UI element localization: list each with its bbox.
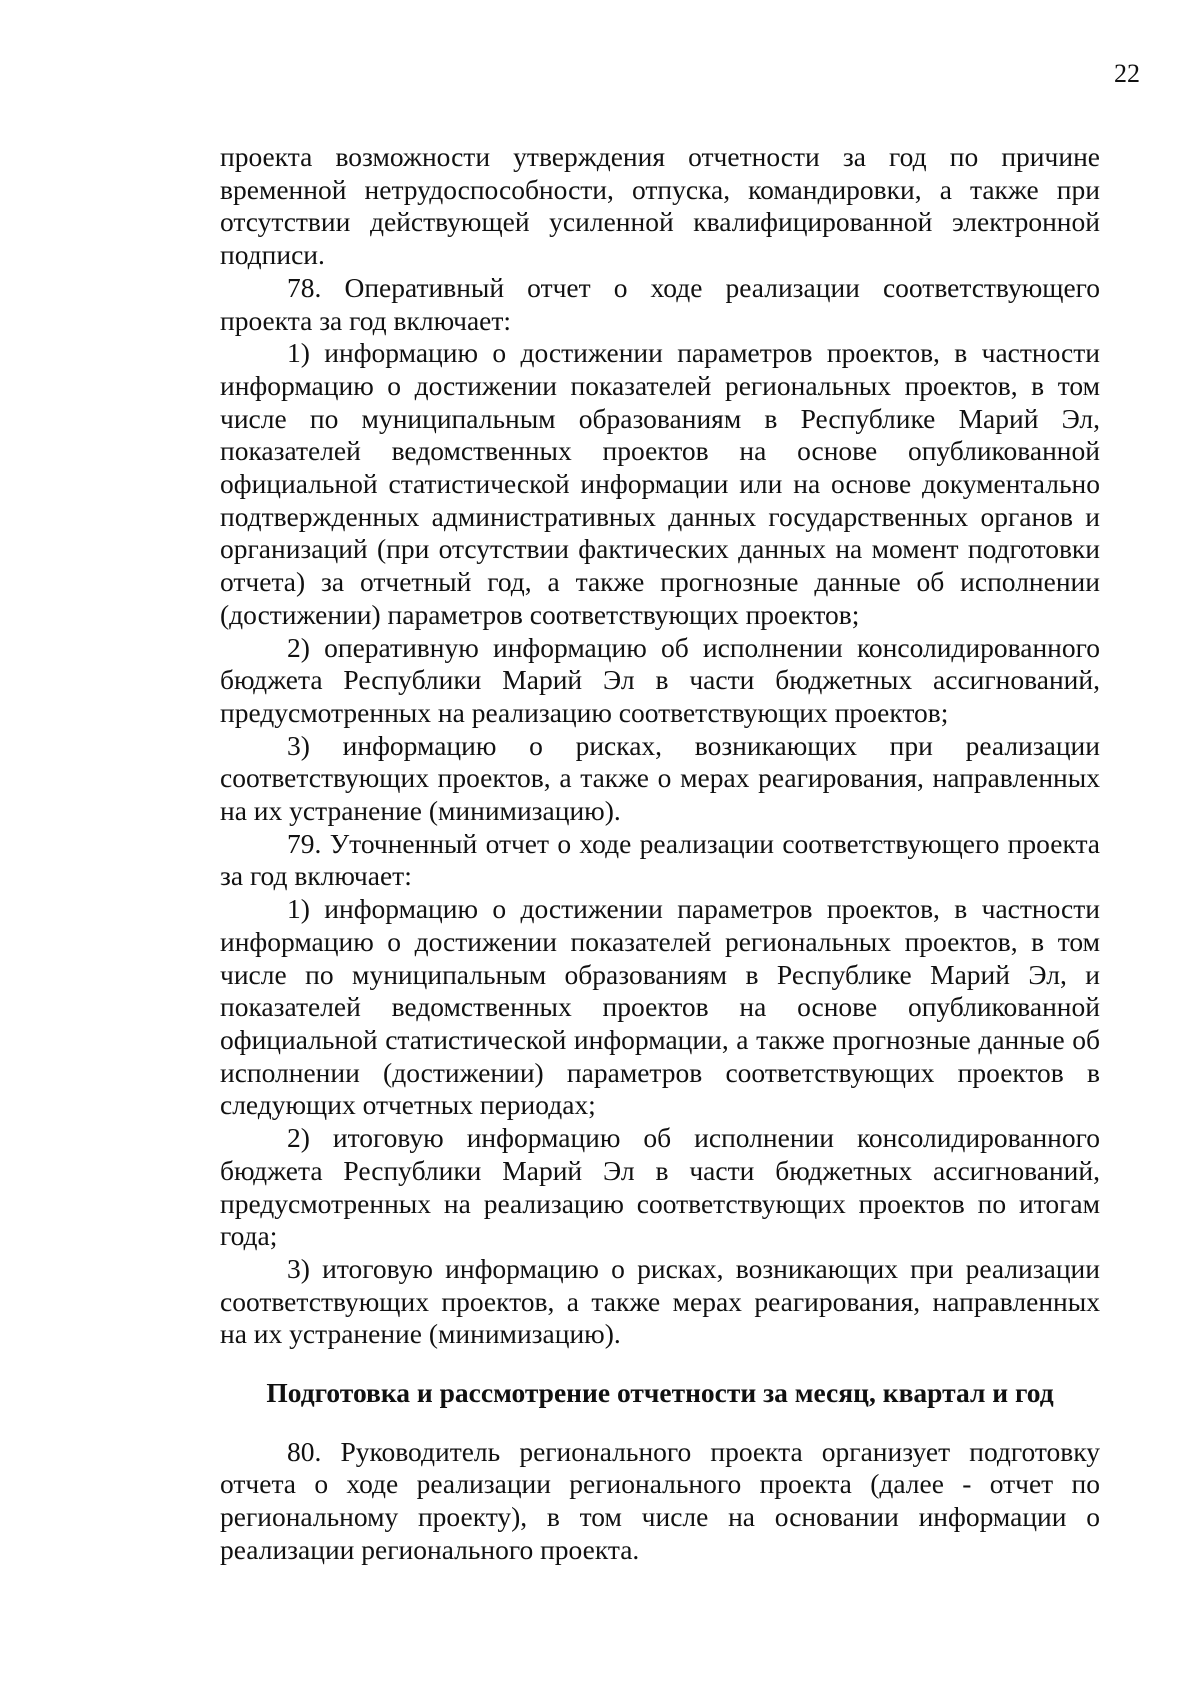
paragraph-continuation: проекта возможности утверждения отчетности за год по причине временной нетрудоспособности, отпуска, командировки, а также при отсутствии действующей усиленной квалифицированной электронной подписи. (220, 141, 1100, 271)
clause-79-item-3: 3) итоговую информацию о рисках, возникающих при реализации соответствующих проектов, а также мерах реагирования, направленных на их устранение (минимизацию). (220, 1252, 1100, 1350)
clause-80: 80. Руководитель регионального проекта организует подготовку отчета о ходе реализации регионального проекта (далее - отчет по региональному проекту), в том числе на основании информации о реализации регионального проекта. (220, 1435, 1100, 1565)
clause-79-item-1: 1) информацию о достижении параметров проектов, в частности информацию о достижении показателей региональных проектов, в том числе по муниципальным образованиям в Республике Марий Эл, и показателей ведомственных проектов на основе опубликованной официальной статистической информации, а также прогнозные данные об исполнении (достижении) параметров соответствующих проектов в следующих отчетных периодах; (220, 893, 1100, 1121)
clause-78-item-3: 3) информацию о рисках, возникающих при реализации соответствующих проектов, а также о мерах реагирования, направленных на их устранение (минимизацию). (220, 729, 1100, 827)
document-body (220, 141, 1100, 1567)
page-number: 22 (1114, 59, 1140, 88)
clause-79-item-2: 2) итоговую информацию об исполнении консолидированного бюджета Республики Марий Эл в части бюджетных ассигнований, предусмотренных на реализацию соответствующих проектов по итогам года; (220, 1122, 1100, 1252)
clause-78-item-2: 2) оперативную информацию об исполнении консолидированного бюджета Республики Марий Эл в части бюджетных ассигнований, предусмотренных на реализацию соответствующих проектов; (220, 631, 1100, 728)
clause-78-item-1: 1) информацию о достижении параметров проектов, в частности информацию о достижении показателей региональных проектов, в том числе по муниципальным образованиям в Республике Марий Эл, показателей ведомственных проектов на основе опубликованной официальной статистической информации или на основе документально подтвержденных административных данных государственных органов и организаций (при отсутствии фактических данных на момент подготовки отчета) за отчетный год, а также прогнозные данные об исполнении (достижении) параметров соответствующих проектов; (220, 337, 1100, 630)
clause-79: 79. Уточненный отчет о ходе реализации соответствующего проекта за год включает: (220, 827, 1100, 892)
clause-78: 78. Оперативный отчет о ходе реализации соответствующего проекта за год включает: (220, 271, 1100, 336)
section-heading: Подготовка и рассмотрение отчетности за месяц, квартал и год (266, 1377, 1054, 1409)
